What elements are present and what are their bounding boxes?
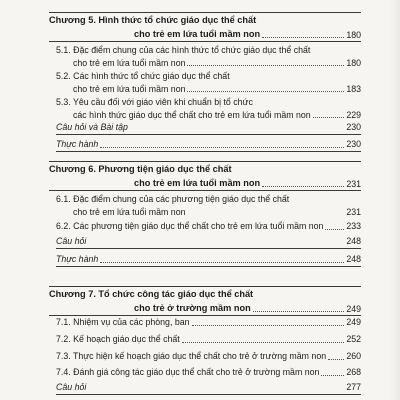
entry-text: Thực hành (56, 254, 99, 264)
entry-text: 7.1. Nhiệm vụ của các phòng, ban (56, 317, 190, 327)
entry-text: Câu hỏi (56, 382, 87, 392)
page-number: 229 (346, 109, 361, 120)
entry-text: 7.3. Thực hiện kế hoạch giáo dục thể chất cho trẻ ở trường mầm non (56, 351, 327, 361)
toc-entry-5-1 (56, 44, 361, 69)
leader-dots (262, 186, 344, 187)
page-number: 233 (346, 221, 361, 231)
entry-line: 6.1. Đặc điểm chung của các phương tiện giáo dục thể chất (56, 194, 290, 204)
page-number: 248 (346, 236, 361, 246)
entry-row (56, 366, 361, 379)
chapter-subtitle-row (49, 176, 361, 190)
entry-row (56, 220, 361, 233)
page-number: 231 (346, 206, 361, 217)
entry-row (56, 350, 361, 363)
page-number: 248 (346, 254, 361, 264)
entry-text: cho trẻ em lứa tuổi mầm non (73, 83, 186, 94)
page-edge-shadow (390, 0, 400, 400)
page-number: 249 (346, 317, 361, 327)
entry-row (56, 121, 361, 134)
leader-dots (328, 359, 344, 360)
leader-dots (192, 325, 345, 326)
leader-dots (100, 262, 344, 263)
chapter-subtitle: cho trẻ ở trường mầm non (134, 303, 251, 313)
leader-dots (100, 147, 344, 148)
entry-row (56, 206, 361, 219)
entry-row (56, 83, 361, 96)
entry-text: Thực hành (56, 139, 99, 149)
toc-entry-6-2 (56, 220, 361, 233)
entry-line: 5.3. Yêu cầu đối với giáo viên khi chuẩn bị tổ chức (56, 97, 253, 107)
toc-extra-practice (56, 138, 361, 152)
page-number: 180 (346, 57, 361, 68)
page-number: 249 (346, 303, 361, 314)
entry-row (56, 316, 361, 329)
page-number: 180 (346, 29, 361, 40)
leader-dots (187, 65, 344, 66)
chapter-title: Chương 6. Phương tiện giáo dục thể chất (49, 164, 232, 174)
leader-dots (253, 311, 345, 312)
chapter-7-heading (49, 286, 361, 316)
chapter-5-heading (49, 12, 361, 42)
entry-text: 6.2. Các phương tiện giáo dục thể chất cho trẻ em lứa tuổi mầm non (56, 221, 324, 231)
page-number: 231 (346, 178, 361, 189)
toc-entry-5-2 (56, 70, 361, 95)
toc-extra-questions (56, 235, 361, 249)
entry-text: Câu hỏi (56, 236, 87, 246)
chapter-6-heading (49, 161, 361, 191)
entry-text: 7.2. Kế hoạch giáo dục thể chất (56, 334, 180, 344)
page-number: 230 (346, 122, 361, 132)
leader-dots (313, 117, 345, 118)
toc-entry-7-3 (56, 350, 361, 363)
toc-extra-questions (56, 121, 361, 135)
entry-row (56, 235, 361, 248)
entry-row (56, 57, 361, 70)
entry-text: cho trẻ em lứa tuổi mầm non (73, 206, 186, 217)
page-number: 277 (346, 382, 361, 392)
entry-row (56, 333, 361, 346)
chapter-title: Chương 5. Hình thức tổ chức giáo dục thể chất (49, 15, 257, 25)
toc-extra-questions (56, 381, 361, 395)
page-number: 252 (346, 334, 361, 344)
chapter-subtitle-row (49, 301, 361, 315)
entry-row (56, 138, 361, 151)
entry-line: 5.1. Đặc điểm chung của các hình thức tổ chức giáo dục thể chất (56, 45, 311, 55)
entry-text: 7.4. Đánh giá công tác giáo dục thể chất cho trẻ ở trường mầm non (56, 367, 320, 377)
page-number: 183 (346, 83, 361, 94)
entry-row (56, 381, 361, 394)
entry-text: các hình thức giáo dục thể chất cho trẻ em lứa tuổi mầm non (73, 109, 311, 120)
page-number: 260 (346, 351, 361, 361)
toc-extra-practice (56, 253, 361, 267)
entry-row (56, 253, 361, 266)
leader-dots (187, 91, 344, 92)
chapter-subtitle: cho trẻ em lứa tuổi mầm non (134, 178, 261, 188)
toc-entry-7-2 (56, 333, 361, 346)
chapter-subtitle-row (49, 27, 361, 41)
leader-dots (262, 37, 344, 38)
leader-dots (325, 229, 344, 230)
entry-text: Câu hỏi và Bài tập (56, 122, 128, 132)
toc-entry-7-4 (56, 366, 361, 379)
leader-dots (321, 375, 344, 376)
chapter-title: Chương 7. Tổ chức công tác giáo dục thể chất (49, 289, 254, 299)
entry-line: 5.2. Các hình thức tổ chức giáo dục thể chất (56, 71, 230, 81)
page-number: 230 (346, 139, 361, 149)
toc-entry-6-1 (56, 193, 361, 218)
entry-text: cho trẻ em lứa tuổi mầm non (73, 57, 186, 68)
toc-entry-7-1 (56, 316, 361, 329)
leader-dots (182, 342, 345, 343)
chapter-subtitle: cho trẻ em lứa tuổi mầm non (134, 29, 261, 39)
toc-entry-5-3 (56, 96, 361, 121)
page-number: 268 (346, 367, 361, 377)
entry-row (56, 109, 361, 122)
